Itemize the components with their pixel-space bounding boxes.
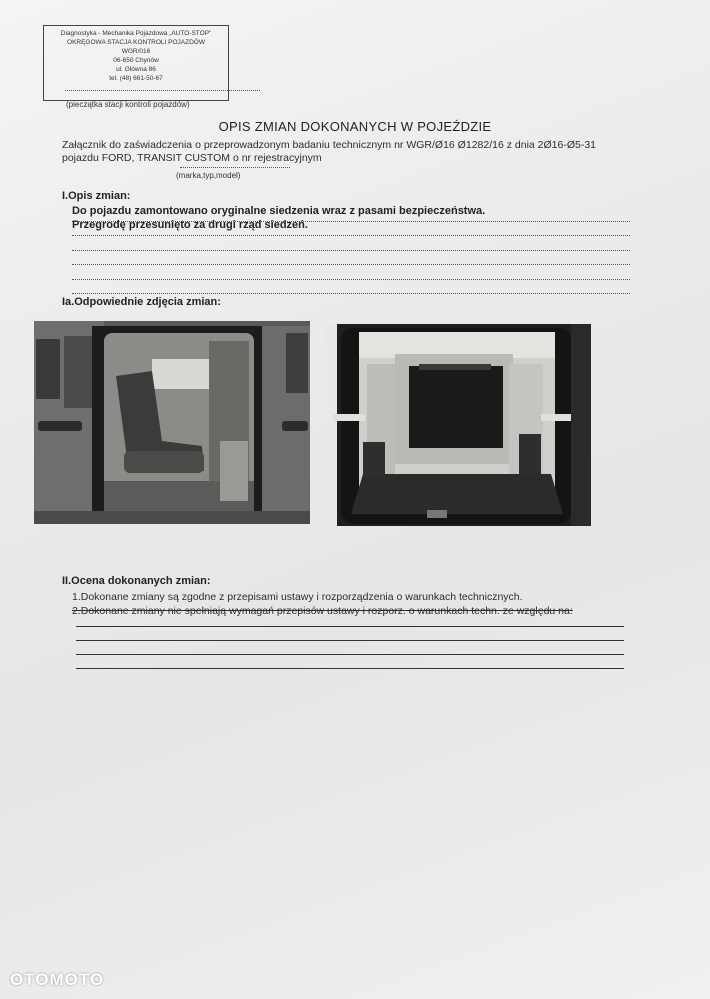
model-dotted-line [180,167,290,168]
stamp-line: WGR/016 [121,48,151,55]
section-2-heading: II.Ocena dokonanych zmian: [62,575,211,587]
photo-cargo [323,324,591,526]
dotted-line [72,279,630,280]
photo-cargo-image [323,324,591,526]
answer-line [76,654,624,655]
stamp-dotted-line [65,90,260,91]
watermark-logo: OTOMOTO [10,970,105,989]
document-subtitle: Załącznik do zaświadczenia o przeprowadzonym badaniu technicznym nr WGR/Ø16 Ø1282/16 z dnia 2Ø16-Ø5-31 pojazdu FORD, TRANSIT CUSTOM o nr rejestracyjnym [62,139,597,164]
answer-line [76,668,624,669]
stamp-line: tel. (48) 661-50-67 [109,75,163,82]
description-line-2: Przegrodę przesunięto za drugi rząd siedzeń. [72,219,308,231]
dotted-line [72,264,630,265]
dotted-line [72,235,630,236]
photo-seats-image [34,321,310,524]
answer-line [76,626,624,627]
dotted-line [72,293,630,294]
model-caption: (marka,typ,model) [176,171,241,180]
section-1-heading: I.Opis zmian: [62,190,131,202]
assessment-item-2-struck: 2.Dokonane zmiany nie spełniają wymagań przepisów ustawy i rozporz. o warunkach techn. ze względu na: [72,605,573,617]
description-line-1: Do pojazdu zamontowano oryginalne siedzenia wraz z pasami bezpieczeństwa. [72,205,486,217]
page-title: OPIS ZMIAN DOKONANYCH W POJEŹDZIE [218,119,492,134]
answer-line [76,640,624,641]
photo-seats [34,321,310,524]
dotted-line [72,250,630,251]
stamp-caption: (pieczątka stacji kontroli pojazdów) [66,100,190,109]
section-1a-heading: Ia.Odpowiednie zdjęcia zmian: [62,296,221,308]
stamp-line: 06-650 Chynów [113,57,159,64]
assessment-item-1: 1.Dokonane zmiany są zgodne z przepisami ustawy i rozporządzenia o warunkach technicznych. [72,591,523,603]
stamp-line: Diagnostyka - Mechanika Pojazdowa „AUTO-STOP” [60,30,212,37]
stamp-line: OKRĘGOWA STACJA KONTROLI POJAZDÓW [67,39,205,46]
stamp-line: ul. Główna 86 [116,66,156,73]
